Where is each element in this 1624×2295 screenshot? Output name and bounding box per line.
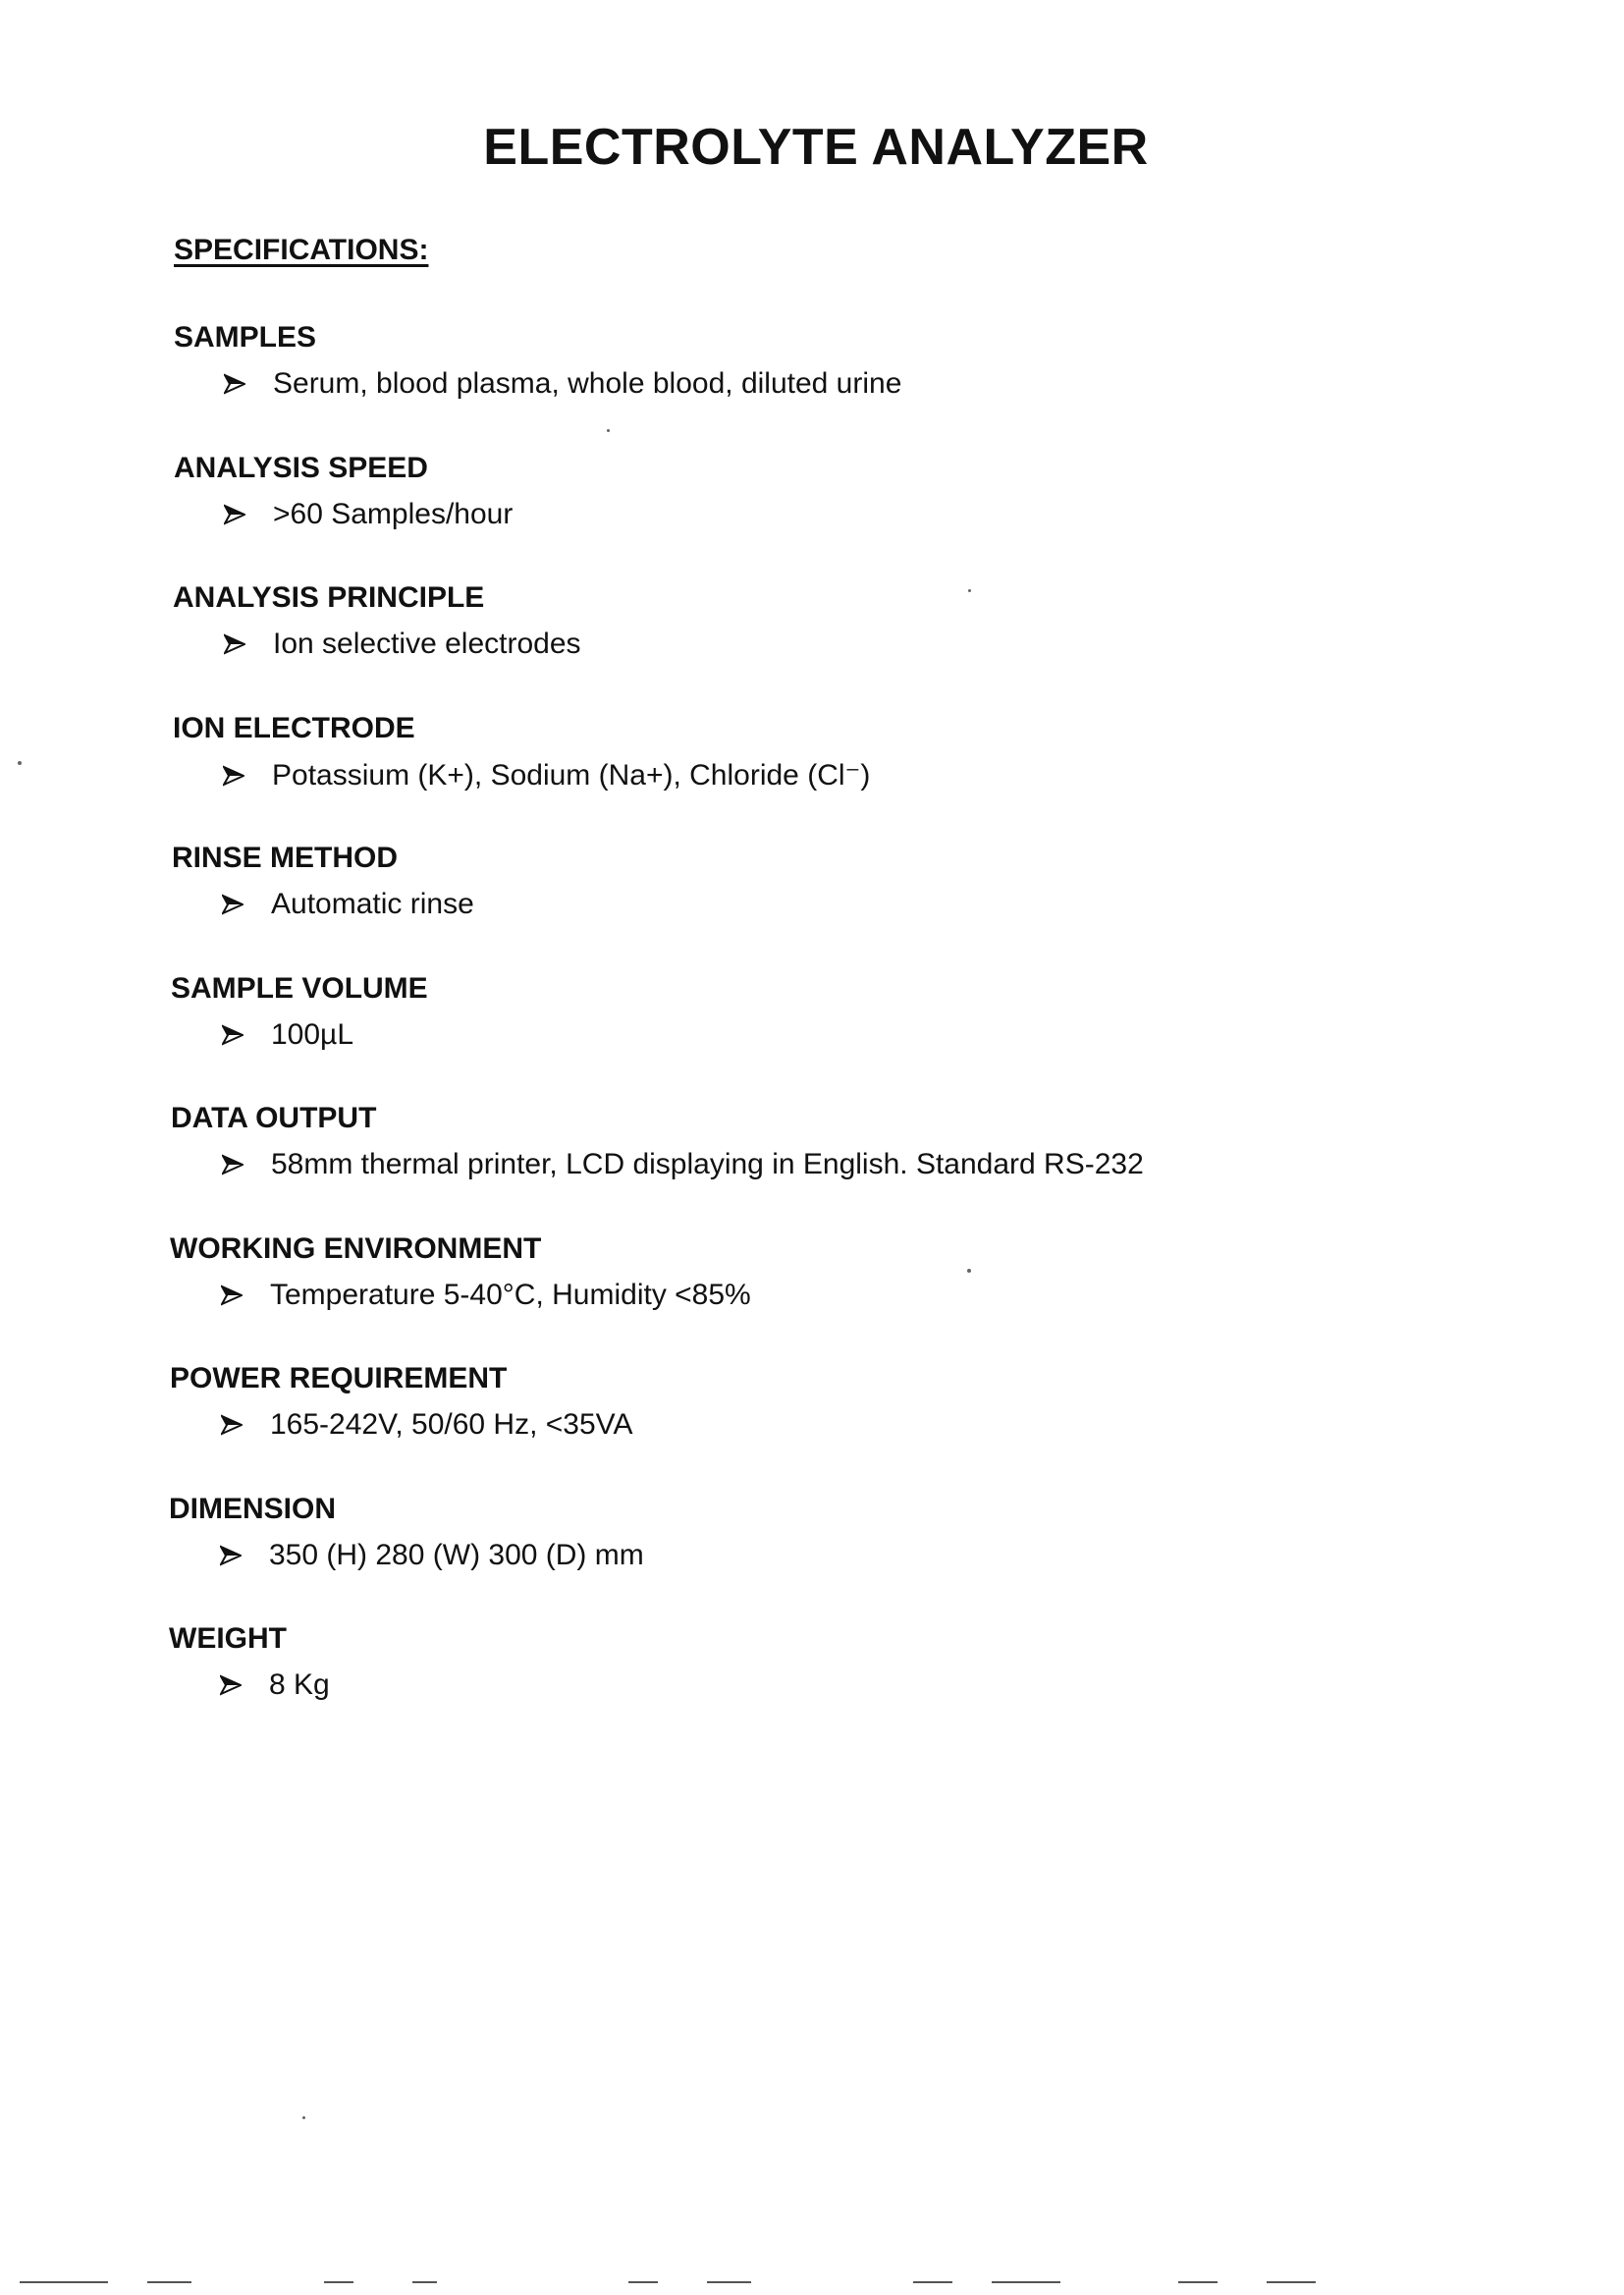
- section-value: >60 Samples/hour: [273, 498, 514, 530]
- section-label: POWER REQUIREMENT: [170, 1362, 508, 1394]
- scan-artifact-line: [1178, 2281, 1218, 2283]
- specifications-heading: SPECIFICATIONS:: [174, 234, 429, 266]
- scan-speck: [967, 1269, 971, 1273]
- section-value: 350 (H) 280 (W) 300 (D) mm: [269, 1539, 644, 1571]
- section-item: [224, 498, 513, 531]
- arrowhead-bullet-icon: [221, 1414, 243, 1436]
- scan-speck: [607, 429, 610, 432]
- arrowhead-bullet-icon: [222, 1154, 244, 1175]
- section-value: 100µL: [271, 1018, 354, 1051]
- scan-artifact-line: [707, 2281, 751, 2283]
- scan-artifact-line: [324, 2281, 353, 2283]
- scan-artifact-line: [147, 2281, 191, 2283]
- section-label: DATA OUTPUT: [171, 1102, 377, 1134]
- arrowhead-bullet-icon: [221, 1284, 243, 1306]
- arrowhead-bullet-icon: [222, 1024, 244, 1046]
- section-value: 165-242V, 50/60 Hz, <35VA: [270, 1408, 633, 1441]
- section-item: [222, 1148, 1144, 1181]
- arrowhead-bullet-icon: [220, 1674, 242, 1696]
- section-item: [224, 628, 581, 661]
- arrowhead-bullet-icon: [222, 894, 244, 915]
- section-item: [220, 1668, 330, 1702]
- arrowhead-bullet-icon: [220, 1545, 242, 1566]
- arrowhead-bullet-icon: [224, 633, 245, 655]
- section-item: [220, 1539, 644, 1572]
- section-value: Temperature 5-40°C, Humidity <85%: [270, 1279, 751, 1311]
- scan-speck: [302, 2116, 305, 2119]
- section-item: [222, 888, 474, 921]
- section-value: 58mm thermal printer, LCD displaying in English. Standard RS-232: [271, 1148, 1144, 1180]
- arrowhead-bullet-icon: [224, 504, 245, 525]
- section-value: Automatic rinse: [271, 888, 474, 920]
- section-label: ANALYSIS PRINCIPLE: [173, 581, 485, 614]
- section-label: SAMPLES: [174, 321, 317, 354]
- scan-artifact-line: [913, 2281, 952, 2283]
- scan-speck: [968, 589, 971, 592]
- section-item: [221, 1408, 632, 1442]
- section-label: ANALYSIS SPEED: [174, 452, 428, 484]
- section-label: WORKING ENVIRONMENT: [170, 1232, 542, 1265]
- scan-artifact-line: [412, 2281, 437, 2283]
- section-label: SAMPLE VOLUME: [171, 972, 428, 1005]
- section-item: [222, 1018, 353, 1052]
- section-item: [224, 367, 901, 401]
- arrowhead-bullet-icon: [224, 373, 245, 395]
- scan-speck: [18, 761, 22, 765]
- document-title: ELECTROLYTE ANALYZER: [483, 119, 1149, 176]
- section-value: Ion selective electrodes: [273, 628, 581, 660]
- arrowhead-bullet-icon: [223, 765, 244, 787]
- scan-artifact-line: [628, 2281, 658, 2283]
- scan-artifact-line: [1267, 2281, 1316, 2283]
- section-label: DIMENSION: [169, 1493, 337, 1525]
- section-item: [223, 758, 870, 792]
- scan-artifact-line: [20, 2281, 108, 2283]
- section-label: RINSE METHOD: [172, 842, 399, 874]
- section-label: WEIGHT: [169, 1622, 287, 1655]
- section-value: Serum, blood plasma, whole blood, diluted urine: [273, 367, 902, 400]
- section-item: [221, 1279, 751, 1312]
- section-value: 8 Kg: [269, 1668, 330, 1701]
- section-label: ION ELECTRODE: [173, 712, 415, 744]
- section-value: Potassium (K+), Sodium (Na+), Chloride (Cl⁻): [272, 759, 871, 792]
- scan-artifact-line: [992, 2281, 1060, 2283]
